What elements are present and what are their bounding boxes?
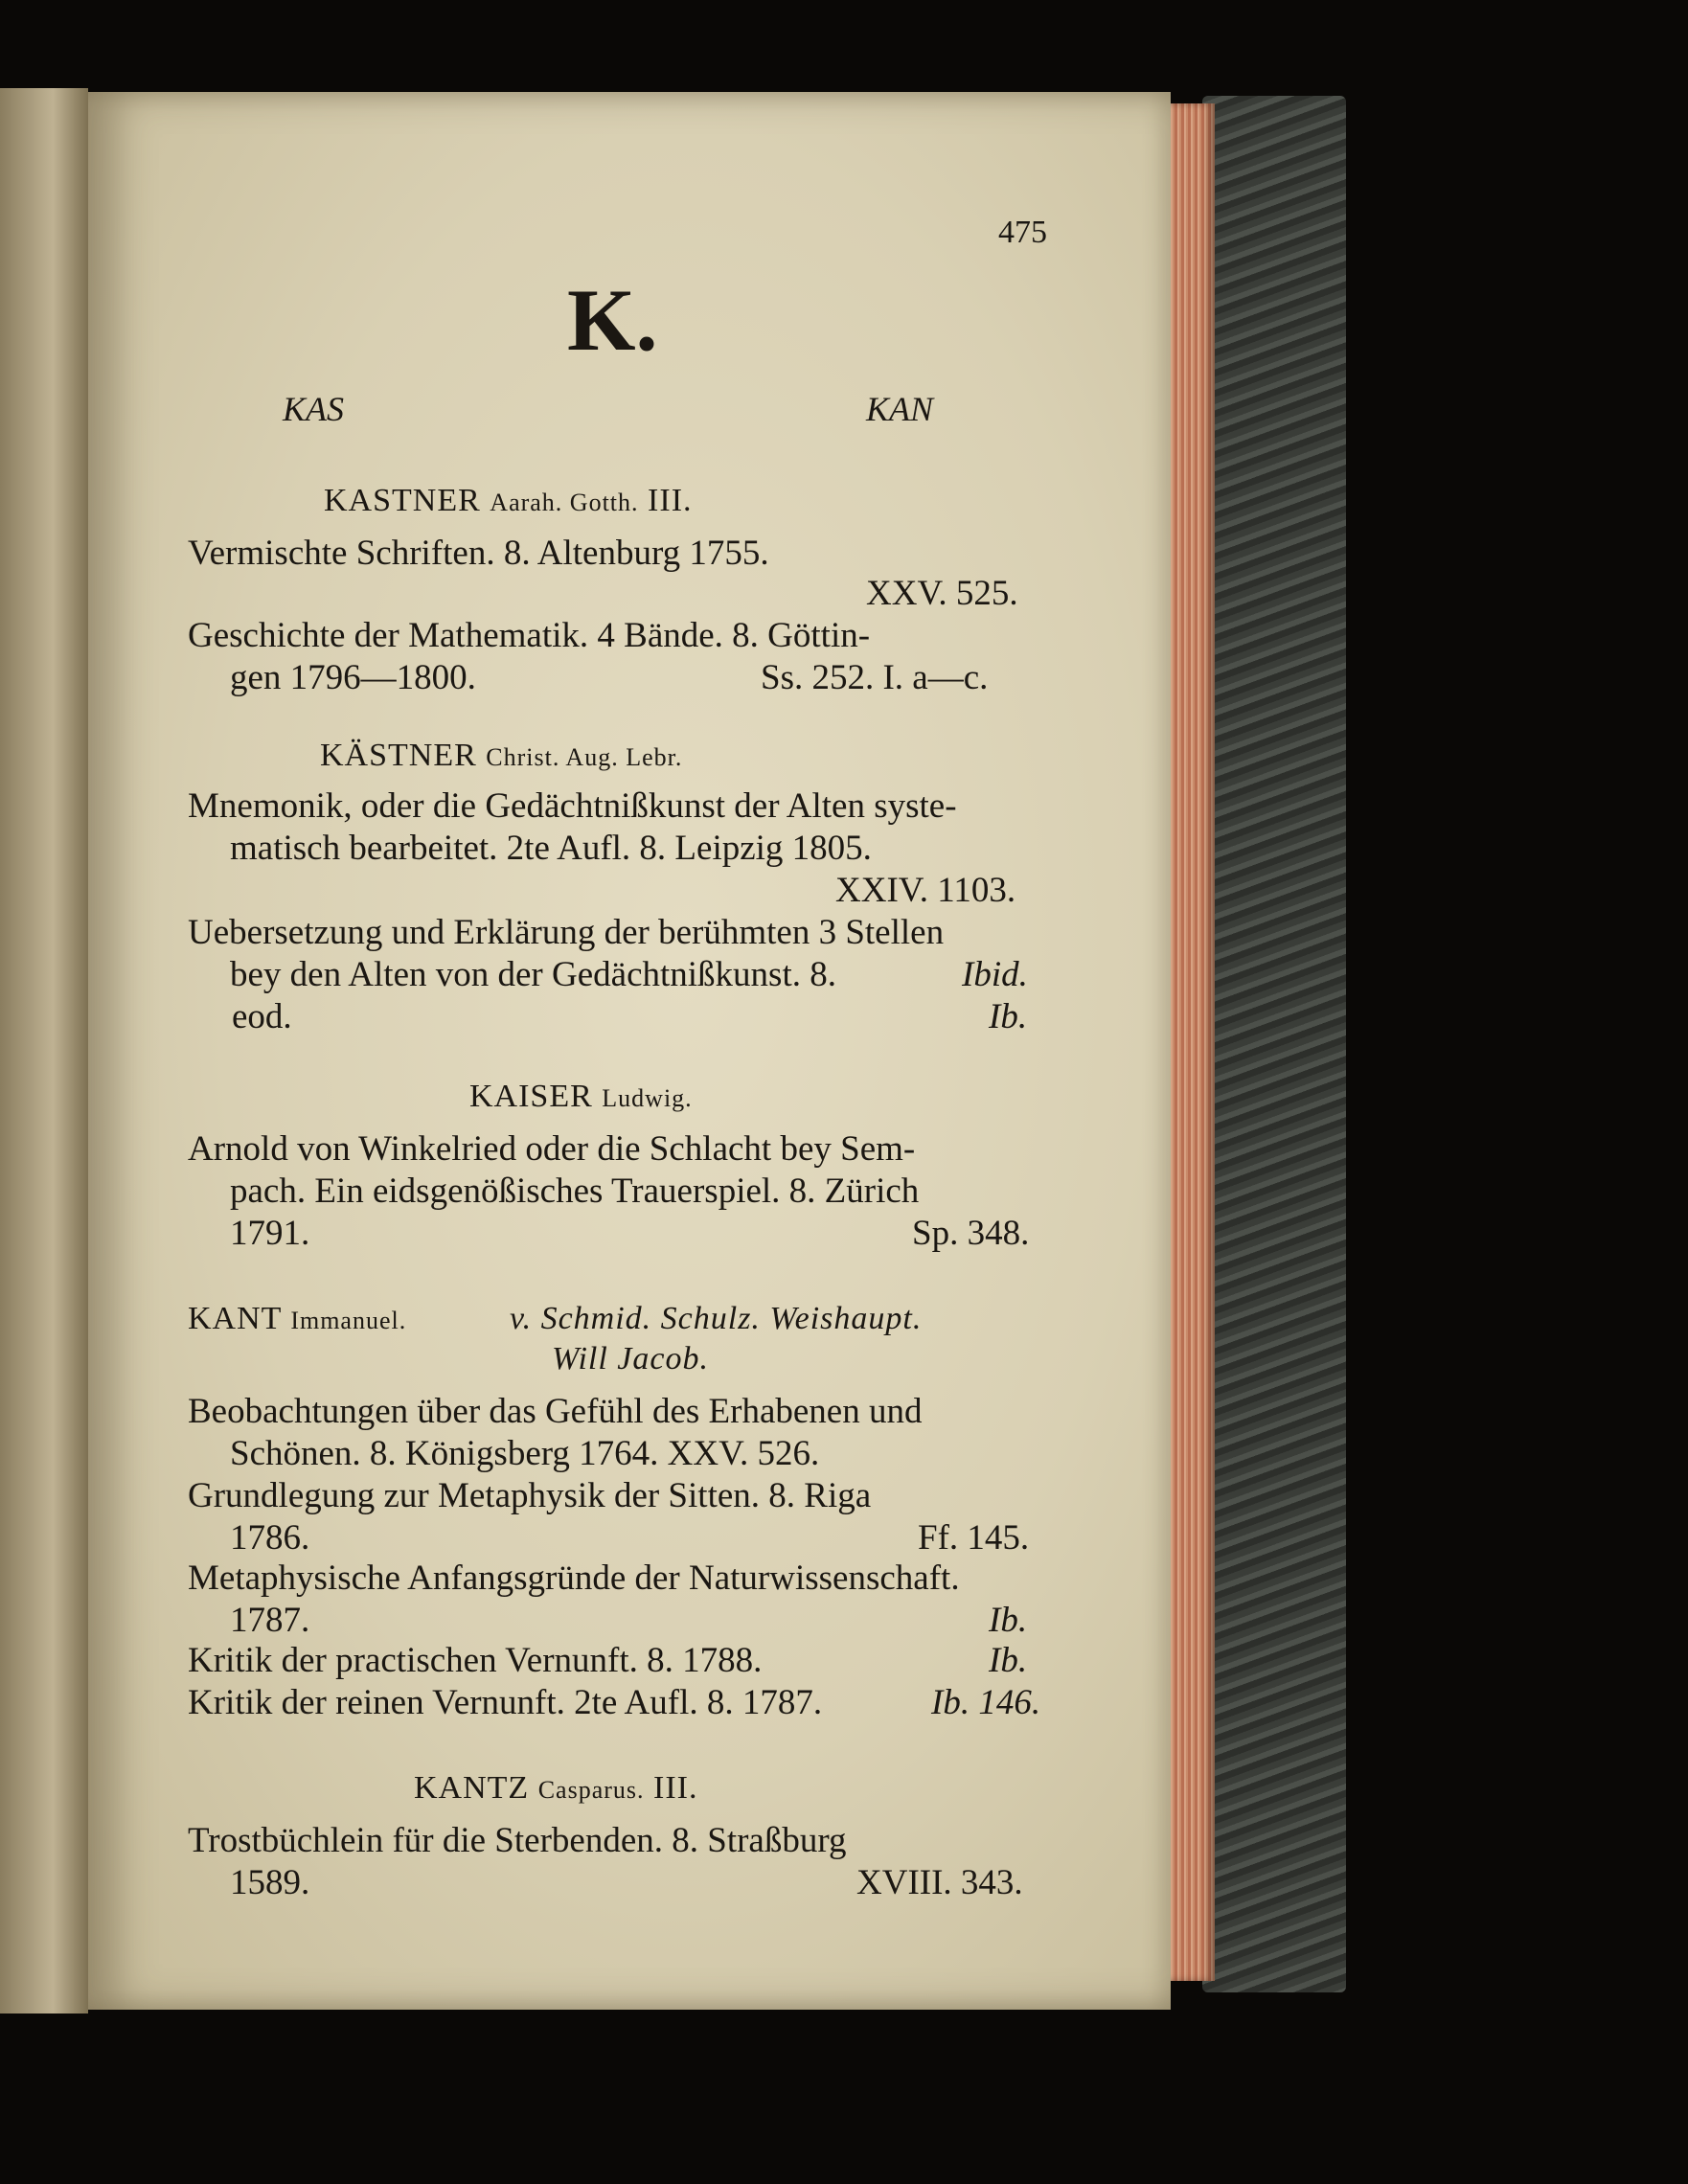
entry-line: Beobachtungen über das Gefühl des Erhabenen und bbox=[188, 1392, 923, 1431]
author-heading bbox=[414, 1770, 698, 1807]
entry-ref: Ibid. bbox=[962, 955, 1028, 994]
author-name: KANT bbox=[188, 1301, 282, 1336]
entry-line: eod. bbox=[232, 997, 292, 1036]
entry-line: pach. Ein eidsgenößisches Trauerspiel. 8. Zürich bbox=[230, 1172, 920, 1211]
author-name: KASTNER bbox=[324, 483, 481, 518]
facing-page-edge bbox=[0, 88, 88, 2013]
entry-line: gen 1796—1800. bbox=[230, 658, 476, 697]
cross-reference: Will Jacob. bbox=[552, 1341, 709, 1376]
entry-line: Arnold von Winkelried oder die Schlacht bey Sem- bbox=[188, 1129, 916, 1169]
cross-reference: v. Schmid. Schulz. Weishaupt. bbox=[510, 1301, 923, 1336]
volume-ref: III. bbox=[653, 1770, 698, 1806]
author-name: KAISER bbox=[469, 1079, 593, 1114]
entry-line: Schönen. 8. Königsberg 1764. XXV. 526. bbox=[230, 1434, 820, 1473]
author-heading bbox=[320, 738, 682, 774]
catchword-right: KAN bbox=[866, 390, 934, 428]
entry-line: 1786. bbox=[230, 1518, 310, 1558]
author-given-names: Christ. Aug. Lebr. bbox=[486, 743, 683, 771]
author-heading bbox=[188, 1301, 406, 1337]
entry-ref: Ib. bbox=[989, 1601, 1028, 1640]
entry-line: 1589. bbox=[230, 1863, 310, 1902]
author-heading bbox=[469, 1079, 693, 1115]
entry-ref: XXIV. 1103. bbox=[835, 871, 1016, 910]
entry-line: Mnemonik, oder die Gedächtnißkunst der Alten syste- bbox=[188, 786, 957, 826]
volume-ref: III. bbox=[648, 483, 693, 518]
entry-line: Metaphysische Anfangsgründe der Naturwissenschaft. bbox=[188, 1558, 960, 1598]
entry-line: matisch bearbeitet. 2te Aufl. 8. Leipzig 1805. bbox=[230, 829, 872, 868]
entry-ref: Ib. bbox=[989, 997, 1028, 1036]
section-letter: K. bbox=[567, 271, 658, 369]
author-given-names: Casparus. bbox=[537, 1776, 645, 1804]
entry-ref: Ib. 146. bbox=[931, 1683, 1041, 1722]
author-name: KANTZ bbox=[414, 1770, 530, 1806]
entry-line: Kritik der practischen Vernunft. 8. 1788. bbox=[188, 1641, 763, 1680]
entry-line: Vermischte Schriften. 8. Altenburg 1755. bbox=[188, 534, 769, 573]
entry-ref: Ss. 252. I. a—c. bbox=[761, 658, 989, 697]
entry-ref: Sp. 348. bbox=[912, 1214, 1030, 1253]
author-name: KÄSTNER bbox=[320, 738, 477, 773]
entry-ref: XVIII. 343. bbox=[856, 1863, 1023, 1902]
author-given-names: Immanuel. bbox=[290, 1307, 407, 1334]
author-given-names: Ludwig. bbox=[602, 1084, 693, 1112]
entry-line: Grundlegung zur Metaphysik der Sitten. 8. Riga bbox=[188, 1476, 872, 1515]
book-page bbox=[88, 92, 1171, 2010]
entry-ref: XXV. 525. bbox=[866, 574, 1018, 613]
author-given-names: Aarah. Gotth. bbox=[490, 489, 639, 516]
entry-line: Trostbüchlein für die Sterbenden. 8. Straßburg bbox=[188, 1821, 847, 1860]
entry-line: bey den Alten von der Gedächtnißkunst. 8. bbox=[230, 955, 836, 994]
author-heading bbox=[324, 483, 693, 519]
entry-line: 1787. bbox=[230, 1601, 310, 1640]
entry-line: Geschichte der Mathematik. 4 Bände. 8. Göttin- bbox=[188, 616, 871, 655]
entry-ref: Ff. 145. bbox=[918, 1518, 1030, 1558]
entry-line: 1791. bbox=[230, 1214, 310, 1253]
catchword-left: KAS bbox=[283, 390, 345, 428]
book-cover bbox=[1202, 96, 1346, 1992]
entry-ref: Ib. bbox=[989, 1641, 1028, 1680]
entry-line: Kritik der reinen Vernunft. 2te Aufl. 8. 1787. bbox=[188, 1683, 823, 1722]
page-number: 475 bbox=[998, 215, 1047, 250]
entry-line: Uebersetzung und Erklärung der berühmten 3 Stellen bbox=[188, 913, 945, 952]
